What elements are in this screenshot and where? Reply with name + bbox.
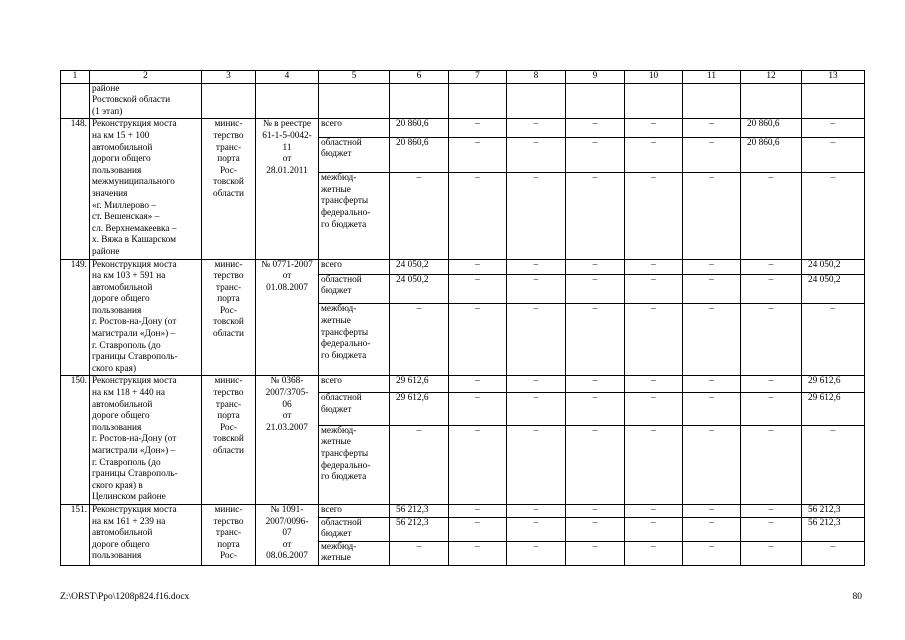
text-line: 2007/3705- [265, 388, 309, 399]
federal-value: – [625, 173, 683, 259]
total-value: – [802, 119, 865, 137]
regional-value: – [802, 137, 865, 172]
text-line: терство [213, 271, 244, 282]
federal-value: – [802, 541, 865, 565]
federal-value: – [507, 541, 566, 565]
text-line: го бюджета [321, 472, 367, 483]
federal-value: – [683, 425, 741, 504]
entry-organization [202, 259, 256, 376]
text-line: на км 161 + 239 на [92, 516, 166, 527]
row151-total-line [61, 504, 865, 517]
regional-value: – [683, 137, 741, 172]
federal-value: – [507, 425, 566, 504]
header-row [61, 71, 865, 84]
total-value: 24 050,2 [390, 259, 449, 274]
federal-value: – [625, 304, 683, 376]
text-line: бюджет [321, 404, 352, 415]
regional-value: – [625, 517, 683, 541]
entry-registry [256, 119, 319, 259]
federal-value: – [390, 541, 449, 565]
regional-value: – [683, 393, 741, 425]
source-regional-label [319, 137, 390, 172]
total-value: 20 860,6 [390, 119, 449, 137]
text-line: транс- [215, 528, 242, 539]
text-line: на км 15 + 100 [92, 130, 150, 141]
federal-value: – [566, 425, 625, 504]
federal-value: – [507, 304, 566, 376]
text-line: областной [321, 137, 362, 148]
continuation-row [61, 83, 865, 119]
text-line: Реконструкция моста [92, 259, 177, 270]
text-line: х. Вяжа в Кашарском [92, 235, 177, 246]
text-line: федерально- [321, 207, 371, 218]
text-line: № 0368- [270, 376, 304, 387]
total-value: – [566, 504, 625, 517]
total-value: 29 612,6 [802, 376, 865, 393]
entry-registry [256, 504, 319, 565]
federal-value: – [449, 541, 507, 565]
text-line: от [282, 154, 292, 165]
text-line: минис- [214, 376, 243, 387]
total-value: 29 612,6 [390, 376, 449, 393]
regional-value: 56 212,3 [802, 517, 865, 541]
text-line: «г. Миллерово – [92, 200, 156, 211]
regional-value: – [625, 274, 683, 304]
column-header: 12 [741, 71, 802, 84]
document-page [60, 70, 864, 566]
source-total-label: всего [319, 119, 390, 137]
text-line: 01.08.2007 [266, 282, 308, 293]
total-value: – [566, 119, 625, 137]
text-line: сл. Верхнемакеевка – [92, 223, 177, 234]
text-line: магистрали «Дон») – [92, 329, 176, 340]
total-value: – [507, 119, 566, 137]
entry-organization [202, 376, 256, 505]
entry-name [90, 504, 202, 565]
total-value: – [625, 504, 683, 517]
total-value: – [741, 376, 802, 393]
entry-registry [256, 259, 319, 376]
federal-value: – [683, 541, 741, 565]
text-line: межбюд- [321, 173, 357, 184]
text-line: федерально- [321, 460, 371, 471]
total-value: – [566, 259, 625, 274]
regional-value: – [683, 274, 741, 304]
text-line: (1 этап) [92, 106, 123, 117]
text-line: дороге общего [92, 294, 150, 305]
column-header: 1 [61, 71, 90, 84]
text-line: бюджет [321, 149, 352, 160]
source-regional-label [319, 274, 390, 304]
text-line: минис- [214, 119, 243, 130]
text-line: терство [213, 388, 244, 399]
total-value: – [625, 259, 683, 274]
text-line: терство [213, 516, 244, 527]
text-line: г. Ростов-на-Дону (от [92, 317, 177, 328]
entry-name [90, 376, 202, 505]
regional-value: 29 612,6 [802, 393, 865, 425]
regional-value: 20 860,6 [741, 137, 802, 172]
federal-value: – [741, 304, 802, 376]
federal-value: – [741, 173, 802, 259]
text-line: Целинском районе [92, 492, 166, 503]
federal-value: – [625, 541, 683, 565]
text-line: от [282, 411, 292, 422]
text-line: порта [217, 539, 240, 550]
footer-file-path: Z:\ORST\Ppo\1208p824.f16.docx [60, 592, 190, 602]
entry-name [90, 259, 202, 376]
regional-value: 24 050,2 [802, 274, 865, 304]
text-line: федерально- [321, 339, 371, 350]
text-line: 21.03.2007 [266, 422, 308, 433]
regional-value: 24 050,2 [390, 274, 449, 304]
entry-name [90, 119, 202, 259]
total-value: – [625, 376, 683, 393]
total-value: – [683, 504, 741, 517]
text-line: жетные [321, 437, 351, 448]
entry-organization [202, 504, 256, 565]
regional-value: – [741, 517, 802, 541]
text-line: товской [213, 177, 244, 188]
total-value: – [449, 504, 507, 517]
text-line: жетные [321, 316, 351, 326]
regional-value: – [566, 137, 625, 172]
entry-number: 148. [61, 119, 90, 259]
regional-value: – [449, 393, 507, 425]
text-line: дороге общего [92, 539, 150, 550]
source-federal-label [319, 541, 390, 565]
text-line: го бюджета [321, 219, 367, 230]
total-value: – [741, 259, 802, 274]
text-line: автомобильной [92, 142, 153, 153]
text-line: от [282, 271, 292, 282]
text-line: пользования [92, 551, 142, 562]
federal-value: – [802, 304, 865, 376]
column-header: 5 [319, 71, 390, 84]
text-line: 28.01.2011 [266, 165, 308, 176]
text-line: минис- [214, 504, 243, 515]
text-line: Рос- [219, 422, 238, 433]
text-line: 08.06.2007 [266, 551, 308, 562]
text-line: товской [213, 317, 244, 328]
text-line: № 1091- [270, 504, 304, 515]
text-line: 06 [282, 399, 292, 410]
regional-value: – [625, 137, 683, 172]
text-line: № в реестре [262, 119, 312, 130]
text-line: областной [321, 274, 362, 285]
row150-total-line [61, 376, 865, 393]
regional-value: – [449, 274, 507, 304]
source-regional-label [319, 517, 390, 541]
text-line: 07 [282, 528, 292, 539]
column-header: 13 [802, 71, 865, 84]
total-value: 20 860,6 [741, 119, 802, 137]
text-line: Реконструкция моста [92, 119, 177, 130]
text-line: Рос- [219, 551, 238, 562]
entry-number: 150. [61, 376, 90, 505]
text-line: трансферты [321, 448, 369, 459]
text-line: дороги общего [92, 154, 151, 165]
total-value: – [625, 119, 683, 137]
page-footer [60, 592, 864, 602]
federal-value: – [449, 425, 507, 504]
text-line: минис- [214, 259, 243, 270]
total-value: 24 050,2 [802, 259, 865, 274]
federal-value: – [566, 541, 625, 565]
total-value: – [449, 259, 507, 274]
text-line: Ростовской области [92, 95, 171, 106]
text-line: жетные [321, 184, 351, 195]
text-line: межбюд- [321, 541, 357, 552]
federal-value: – [449, 173, 507, 259]
page-number: 80 [852, 592, 862, 602]
text-line: областной [321, 517, 362, 528]
entry-number: 149. [61, 259, 90, 376]
entry-registry [256, 376, 319, 505]
entry-organization [202, 119, 256, 259]
total-value: – [683, 119, 741, 137]
text-line: 61-1-5-0042- [262, 130, 312, 141]
regional-value: – [566, 517, 625, 541]
text-line: транс- [215, 399, 242, 410]
text-line: Реконструкция моста [92, 504, 177, 515]
federal-value: – [449, 304, 507, 376]
federal-value: – [741, 541, 802, 565]
source-total-label: всего [319, 504, 390, 517]
text-line: порта [217, 411, 240, 422]
regional-value: – [566, 274, 625, 304]
text-line: на км 103 + 591 на [92, 271, 166, 282]
text-line: товской [213, 434, 244, 445]
row149-total-line [61, 259, 865, 274]
column-header: 8 [507, 71, 566, 84]
federal-value: – [390, 173, 449, 259]
text-line: 2007/0096- [265, 516, 309, 527]
total-value: – [449, 119, 507, 137]
text-line: г. Ставрополь (до [92, 340, 161, 351]
total-value: – [683, 259, 741, 274]
text-line: бюджет [321, 529, 352, 540]
regional-value: – [741, 393, 802, 425]
regional-value: 29 612,6 [390, 393, 449, 425]
column-header: 3 [202, 71, 256, 84]
text-line: пользования [92, 305, 142, 316]
column-header: 10 [625, 71, 683, 84]
text-line: транс- [215, 282, 242, 293]
total-value: 56 212,3 [802, 504, 865, 517]
federal-value: – [566, 173, 625, 259]
text-line: 11 [282, 142, 292, 153]
regional-value: – [507, 393, 566, 425]
federal-value: – [683, 304, 741, 376]
total-value: – [741, 504, 802, 517]
federal-value: – [625, 425, 683, 504]
total-value: – [507, 504, 566, 517]
continuation-name [90, 83, 202, 119]
regional-value: – [449, 137, 507, 172]
federal-value: – [566, 304, 625, 376]
text-line: области [212, 329, 245, 340]
text-line: межбюд- [321, 304, 357, 315]
entry-number: 151. [61, 504, 90, 565]
regional-value: – [507, 137, 566, 172]
text-line: области [212, 446, 245, 456]
text-line: порта [217, 154, 240, 165]
text-line: автомобильной [92, 282, 153, 293]
total-value: – [683, 376, 741, 393]
text-line: межбюд- [321, 425, 357, 436]
source-federal-label [319, 425, 390, 504]
total-value: 56 212,3 [390, 504, 449, 517]
text-line: го бюджета [321, 350, 367, 361]
row148-total-line [61, 119, 865, 137]
column-header: 4 [256, 71, 319, 84]
text-line: дороге общего [92, 411, 150, 422]
text-line: Рос- [219, 305, 238, 316]
text-line: трансферты [321, 327, 369, 338]
text-line: межмуниципального [92, 177, 175, 188]
text-line: автомобильной [92, 528, 153, 539]
column-header: 7 [449, 71, 507, 84]
source-federal-label [319, 173, 390, 259]
regional-value: – [507, 517, 566, 541]
text-line: ского края) в [92, 480, 143, 491]
text-line: автомобильной [92, 399, 153, 410]
column-header: 2 [90, 71, 202, 84]
source-total-label: всего [319, 259, 390, 274]
text-line: районе [92, 83, 120, 94]
text-line: границы Ставрополь- [92, 352, 178, 363]
text-line: жетные [321, 553, 351, 564]
federal-value: – [683, 173, 741, 259]
federal-value: – [390, 304, 449, 376]
federal-value: – [741, 425, 802, 504]
text-line: г. Ростов-на-Дону (от [92, 434, 177, 445]
text-line: магистрали «Дон») – [92, 446, 176, 456]
text-line: транс- [215, 142, 242, 153]
total-value: – [507, 376, 566, 393]
source-total-label: всего [319, 376, 390, 393]
text-line: на км 118 + 440 на [92, 388, 166, 399]
text-line: областной [321, 393, 362, 404]
text-line: границы Ставрополь- [92, 469, 178, 480]
regional-value: – [449, 517, 507, 541]
text-line: Реконструкция моста [92, 376, 177, 387]
text-line: ского края) [92, 363, 137, 374]
regional-value: – [507, 274, 566, 304]
regional-value: 20 860,6 [390, 137, 449, 172]
text-line: области [212, 188, 245, 199]
column-header: 6 [390, 71, 449, 84]
text-line: пользования [92, 165, 142, 176]
total-value: – [449, 376, 507, 393]
total-value: – [566, 376, 625, 393]
text-line: от [282, 539, 292, 550]
regional-value: – [741, 274, 802, 304]
text-line: Рос- [219, 165, 238, 176]
federal-value: – [507, 173, 566, 259]
text-line: бюджет [321, 286, 352, 297]
column-header: 11 [683, 71, 741, 84]
budget-table [60, 70, 865, 566]
federal-value: – [802, 173, 865, 259]
regional-value: – [683, 517, 741, 541]
text-line: терство [213, 130, 244, 141]
text-line: районе [92, 246, 120, 257]
federal-value: – [802, 425, 865, 504]
federal-value: – [390, 425, 449, 504]
source-regional-label [319, 393, 390, 425]
text-line: г. Ставрополь (до [92, 457, 161, 468]
text-line: трансферты [321, 196, 369, 207]
source-federal-label [319, 304, 390, 376]
text-line: пользования [92, 422, 142, 433]
regional-value: 56 212,3 [390, 517, 449, 541]
text-line: ст. Вешенская» – [92, 212, 160, 223]
total-value: – [507, 259, 566, 274]
text-line: порта [217, 294, 240, 305]
text-line: значения [92, 188, 128, 199]
regional-value: – [625, 393, 683, 425]
regional-value: – [566, 393, 625, 425]
text-line: № 0771-2007 [261, 259, 313, 270]
column-header: 9 [566, 71, 625, 84]
